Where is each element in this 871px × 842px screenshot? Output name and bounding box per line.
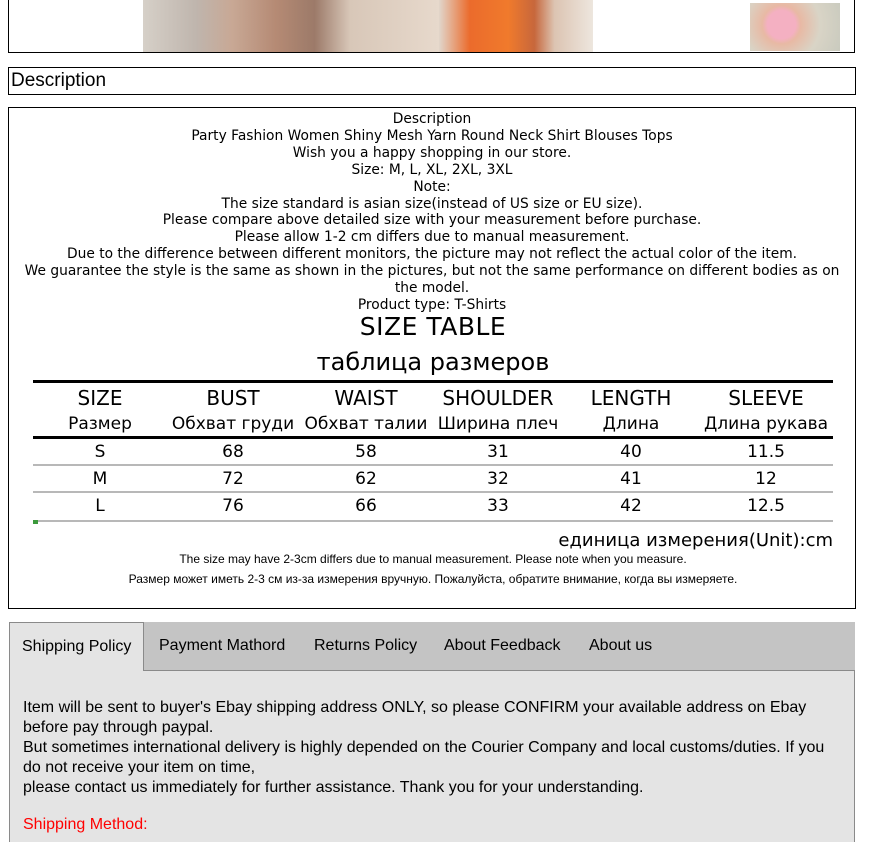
table-cell: 72 [222,469,244,489]
size-table-title-ru: таблица размеров [316,348,550,376]
row-divider [33,464,833,466]
description-header-label: Description [11,70,107,91]
table-cell: 42 [620,496,642,516]
description-line: Note: [413,178,451,195]
table-row [33,442,833,462]
description-text [21,111,843,314]
table-cell: 58 [355,442,377,462]
description-line: Party Fashion Women Shiny Mesh Yarn Round Neck Shirt Blouses Tops [191,127,673,144]
table-cell: S [94,442,106,462]
description-line: We guarantee the style is the same as shown in the pictures, but not the same performance on different bodies as on the model. [24,263,840,297]
header-cell: SIZE [77,386,123,410]
header-cell-ru: Ширина плеч [437,414,559,434]
description-line: Product type: T-Shirts [357,296,507,313]
policy-paragraph: But sometimes international delivery is highly depended on the Courier Company and local customs/duties. If you do not receive your item on time, [23,739,825,776]
table-header-row-ru [33,414,833,434]
description-line: Please compare above detailed size with your measurement before purchase. [162,212,702,229]
product-thumbnail[interactable] [750,3,840,51]
table-row [33,496,833,516]
header-cell-ru: Обхват груди [171,414,295,434]
header-cell: BUST [206,386,260,410]
header-cell-ru: Размер [68,414,132,434]
size-table-title: SIZE TABLE [359,312,507,341]
table-rule [33,436,833,439]
product-photo-2[interactable] [439,0,593,52]
table-cell: 11.5 [747,442,785,462]
description-line: Wish you a happy shopping in our store. [292,144,572,161]
product-photo-1[interactable] [143,0,439,52]
header-cell: SHOULDER [442,386,554,410]
unit-note: единица измерения(Unit):cm [558,530,833,551]
policy-paragraph: please contact us immediately for further assistance. Thank you for your understanding. [23,779,644,796]
table-cell: 76 [222,496,244,516]
tab-payment-mathord[interactable]: Payment Mathord [159,637,286,654]
shipping-method-label: Shipping Method: [23,816,148,833]
description-header [8,67,856,95]
table-cell: 12 [755,469,777,489]
table-cell: 40 [620,442,642,462]
table-cell: M [92,469,108,489]
row-divider [33,491,833,493]
table-cell: L [95,496,105,516]
table-rule [33,380,833,383]
table-cell: 12.5 [747,496,785,516]
description-line: Due to the difference between different monitors, the picture may not reflect the actual color of the item. [66,246,798,263]
tab-bar [9,622,855,671]
description-line: Please allow 1-2 cm differs due to manual measurement. [234,229,630,246]
policy-paragraph: Item will be sent to buyer's Ebay shipping address ONLY, so please CONFIRM your available address on Ebay before pay through paypal. [23,699,807,736]
shipping-policy-text [23,698,833,798]
header-cell: LENGTH [590,386,672,410]
table-cell: 31 [487,442,509,462]
header-cell: WAIST [334,386,398,410]
description-line: Description [392,111,472,127]
header-cell: SLEEVE [728,386,804,410]
table-row [33,469,833,489]
tab-about-us[interactable]: About us [589,637,653,654]
size-note-en: The size may have 2-3cm differs due to manual measurement. Please note when you measure. [179,552,687,566]
header-cell-ru: Длина рукава [703,414,829,434]
table-cell: 32 [487,469,509,489]
row-divider [33,520,833,522]
table-header-row [33,386,833,410]
description-line: The size standard is asian size(instead of US size or EU size). [221,195,643,212]
tab-shipping-policy[interactable]: Shipping Policy [9,622,144,672]
tab-returns-policy[interactable]: Returns Policy [314,637,418,654]
product-image-strip [8,0,855,53]
size-note-ru: Размер может иметь 2-3 см из-за измерения вручную. Пожалуйста, обратите внимание, когда вы измеряете. [128,572,738,586]
description-box [8,107,856,609]
table-cell: 62 [355,469,377,489]
description-line: Size: M, L, XL, 2XL, 3XL [351,161,513,178]
header-cell-ru: Длина [602,414,660,434]
table-cell: 66 [355,496,377,516]
header-cell-ru: Обхват талии [304,414,428,434]
decorative-mark [33,520,38,524]
policy-tabs [9,622,855,842]
tab-about-feedback[interactable]: About Feedback [444,637,561,654]
table-cell: 33 [487,496,509,516]
table-cell: 68 [222,442,244,462]
table-cell: 41 [620,469,642,489]
tab-panel-shipping [9,671,855,842]
